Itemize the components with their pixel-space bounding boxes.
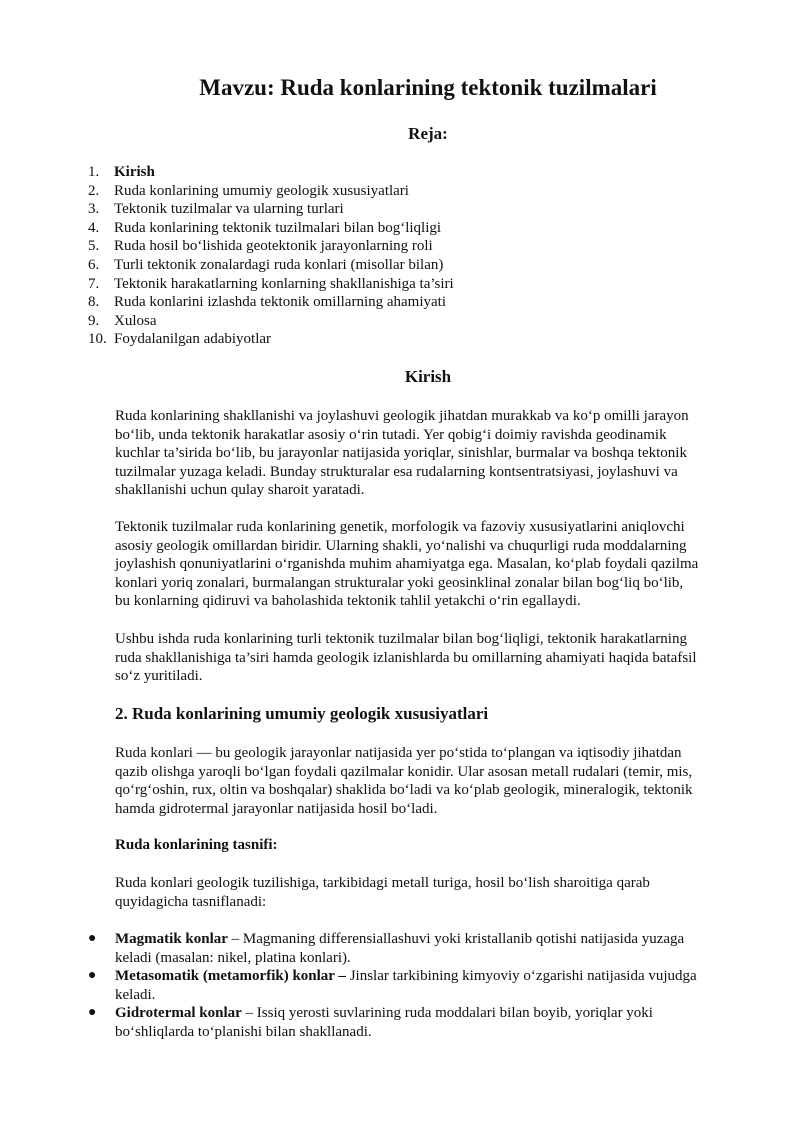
toc-number: 5. — [88, 238, 100, 255]
toc-number: 4. — [88, 219, 100, 236]
list-separator: – — [241, 1005, 257, 1022]
text-line: bo‘shliqlarda to‘planishi bilan shakllanadi. — [115, 1023, 372, 1040]
bullet-icon: ● — [88, 1005, 97, 1021]
toc-number: 7. — [88, 275, 100, 292]
plan-heading: Reja: — [408, 124, 448, 143]
list-term: Gidrotermal konlar — [115, 1005, 242, 1022]
text-line: kuchlar ta’sirida bo‘lib, bu jarayonlar natijasida yoriqlar, sinishlar, burmalar va boshqa tektonik — [115, 445, 687, 462]
text-line: Ushbu ishda ruda konlarining turli tektonik tuzilmalar bilan bog‘liqligi, tektonik harakatlarning — [115, 631, 687, 647]
text-line: konlari yoriq zonalari, burmalangan strukturalar yoki geosinklinal zonalar bilan bog‘liq bo‘lib, — [115, 574, 684, 591]
text-line: Ruda konlari geologik tuzilishiga, tarkibidagi metall turiga, hosil bo‘lish sharoitiga qarab — [115, 875, 650, 891]
text-line: hamda gidrotermal jarayonlar natijasida hosil bo‘ladi. — [115, 800, 438, 817]
text-line — [115, 967, 748, 986]
text-line: ruda shakllanishiga ta’siri hamda geologik izlanishlarda bu omillarning ahamiyati haqida batafsil — [115, 649, 697, 666]
toc-label: Tektonik harakatlarning konlarning shakllanishiga ta’siri — [114, 275, 454, 292]
list-item — [88, 967, 748, 1004]
table-of-contents — [88, 163, 748, 349]
text-line: Ruda konlari — bu geologik jarayonlar natijasida yer po‘stida to‘plangan va iqtisodiy jihatdan — [115, 745, 682, 761]
toc-item — [88, 219, 748, 238]
text-line: joylashish qonuniyatlarini o‘rganishda muhim ahamiyatga ega. Masalan, ko‘plab foydali qazilma — [115, 556, 699, 573]
toc-label: Kirish — [114, 164, 155, 180]
list-text: Jinslar tarkibining kimyoviy o‘zgarishi natijasida vujudga — [349, 968, 697, 985]
toc-label: Turli tektonik zonalardagi ruda konlari (misollar bilan) — [114, 256, 444, 273]
classification-intro — [115, 874, 745, 911]
toc-item — [88, 330, 748, 349]
toc-number: 6. — [88, 256, 100, 273]
bullet-icon: ● — [88, 931, 97, 946]
toc-number: 10. — [88, 331, 107, 348]
section-2-paragraph — [115, 744, 745, 818]
text-line: asosiy geologik omillardan biridir. Ularning shakli, yo‘nalishi va chuqurligi ruda moddalarning — [115, 537, 687, 554]
toc-number: 1. — [88, 164, 100, 180]
toc-label: Ruda konlarining tektonik tuzilmalari bilan bog‘liqligi — [114, 219, 442, 236]
toc-number: 2. — [88, 182, 100, 199]
toc-number: 9. — [88, 312, 100, 329]
intro-heading: Kirish — [404, 367, 452, 386]
classification-list — [88, 930, 748, 1042]
text-line: Tektonik tuzilmalar ruda konlarining genetik, morfologik va fazoviy xususiyatlarini aniqlovchi — [115, 519, 685, 535]
text-line: bo‘lib, unda tektonik harakatlar asosiy o‘rin tutadi. Yer qobig‘i doimiy ravishda geodinamik — [115, 426, 667, 443]
toc-label: Xulosa — [114, 312, 157, 329]
list-separator: – — [227, 931, 243, 947]
intro-paragraph-2 — [115, 518, 745, 611]
toc-item — [88, 200, 748, 219]
text-line — [115, 1004, 748, 1023]
page-title: Mavzu: Ruda konlarining tektonik tuzilmalari — [199, 75, 657, 100]
toc-item — [88, 163, 748, 182]
text-line: quyidagicha tasniflanadi: — [115, 893, 267, 910]
toc-label: Ruda hosil bo‘lishida geotektonik jarayonlarning roli — [114, 238, 433, 255]
text-line: keladi. — [115, 986, 156, 1003]
toc-label: Foydalanilgan adabiyotlar — [114, 331, 272, 348]
toc-number: 3. — [88, 201, 100, 218]
bullet-icon: ● — [88, 968, 97, 984]
intro-paragraph-1 — [115, 407, 745, 500]
toc-label: Ruda konlarini izlashda tektonik omillarning ahamiyati — [114, 294, 447, 311]
classification-heading: Ruda konlarining tasnifi: — [115, 837, 278, 853]
text-line: so‘z yuritiladi. — [115, 668, 203, 685]
toc-label: Tektonik tuzilmalar va ularning turlari — [114, 201, 344, 218]
toc-item — [88, 312, 748, 331]
list-text: Issiq yerosti suvlarining ruda moddalari bilan boyib, yoriqlar yoki — [256, 1005, 653, 1022]
list-item — [88, 930, 748, 967]
text-line: shakllanishi uchun qulay sharoit yaratadi. — [115, 482, 365, 499]
text-line: bu konlarning qidiruvi va baholashida tektonik tahlil yetakchi o‘rin egallaydi. — [115, 593, 581, 610]
intro-paragraph-3 — [115, 630, 745, 686]
list-term: Magmatik konlar — [115, 931, 228, 947]
list-term: Metasomatik (metamorfik) konlar – — [115, 968, 346, 985]
toc-item — [88, 182, 748, 201]
toc-item — [88, 237, 748, 256]
list-item — [88, 1004, 748, 1041]
text-line — [115, 930, 748, 949]
text-line: tuzilmalar yuzaga keladi. Bunday strukturalar esa rudalarning kontsentratsiyasi, joylashuvi va — [115, 463, 678, 480]
toc-item — [88, 293, 748, 312]
section-2-heading: 2. Ruda konlarining umumiy geologik xususiyatlari — [115, 704, 489, 723]
text-line: qo‘rg‘oshin, rux, oltin va boshqalar) shaklida bo‘ladi va ko‘plab geologik, mineralogik, tektonik — [115, 782, 693, 799]
list-text: Magmaning differensiallashuvi yoki kristallanib qotishi natijasida yuzaga — [242, 931, 685, 947]
text-line: keladi (masalan: nikel, platina konlari). — [115, 949, 351, 966]
toc-item — [88, 256, 748, 275]
text-line: Ruda konlarining shakllanishi va joylashuvi geologik jihatdan murakkab va ko‘p omilli jarayon — [115, 408, 689, 424]
text-line: qazib olishga yaroqli bo‘lgan foydali qazilmalar konidir. Ular asosan metall rudalari (temir, mis, — [115, 763, 693, 780]
toc-item — [88, 275, 748, 294]
toc-number: 8. — [88, 294, 100, 311]
toc-label: Ruda konlarining umumiy geologik xususiyatlari — [114, 182, 409, 199]
